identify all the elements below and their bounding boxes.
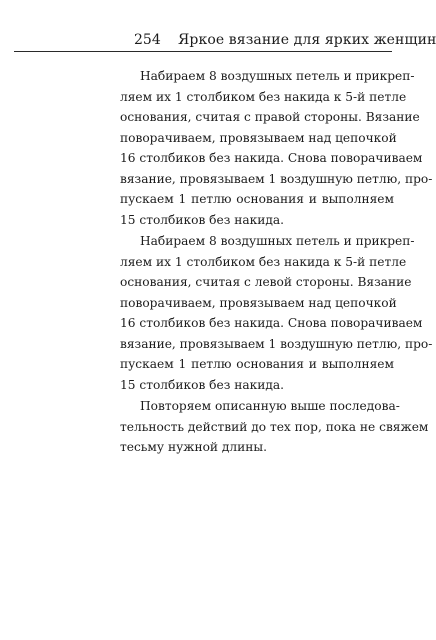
text-line: Повторяем описанную выше последова-	[140, 399, 400, 413]
text-line: поворачиваем, провязываем над цепочкой	[120, 130, 397, 145]
text-line: Набираем 8 воздушных петель и прикреп-	[140, 69, 415, 83]
text-line: вязание, провязываем 1 воздушную петлю, про-	[120, 336, 433, 351]
text-line: вязание, провязываем 1 воздушную петлю, про-	[120, 171, 433, 186]
running-header	[14, 30, 436, 50]
header-rule	[14, 51, 392, 52]
text-line: основания, считая с левой стороны. Вязание	[120, 275, 412, 289]
body-text	[120, 66, 433, 459]
text-line: поворачиваем, провязываем над цепочкой	[120, 295, 397, 310]
text-line: 16 столбиков без накида. Снова поворачиваем	[120, 316, 423, 330]
text-line: ляем их 1 столбиком без накида к 5-й петле	[120, 89, 407, 104]
paragraph-2	[120, 231, 433, 395]
text-line: Набираем 8 воздушных петель и прикреп-	[140, 234, 415, 248]
paragraph-1	[120, 66, 433, 230]
text-line: 16 столбиков без накида. Снова поворачиваем	[120, 151, 423, 165]
page-number: 254	[134, 32, 161, 48]
text-line: пускаем 1 петлю основания и выполняем	[120, 357, 394, 371]
text-line: тельность действий до тех пор, пока не свяжем	[120, 419, 429, 434]
text-line: 15 столбиков без накида.	[120, 377, 285, 392]
text-line: 15 столбиков без накида.	[120, 212, 285, 227]
text-line: пускаем 1 петлю основания и выполняем	[120, 192, 394, 206]
text-line: тесьму нужной длины.	[120, 440, 267, 454]
text-line: ляем их 1 столбиком без накида к 5-й петле	[120, 254, 407, 269]
paragraph-3	[120, 396, 429, 458]
text-line: основания, считая с правой стороны. Вязание	[120, 110, 420, 124]
book-title: Яркое вязание для ярких женщин	[178, 32, 436, 48]
